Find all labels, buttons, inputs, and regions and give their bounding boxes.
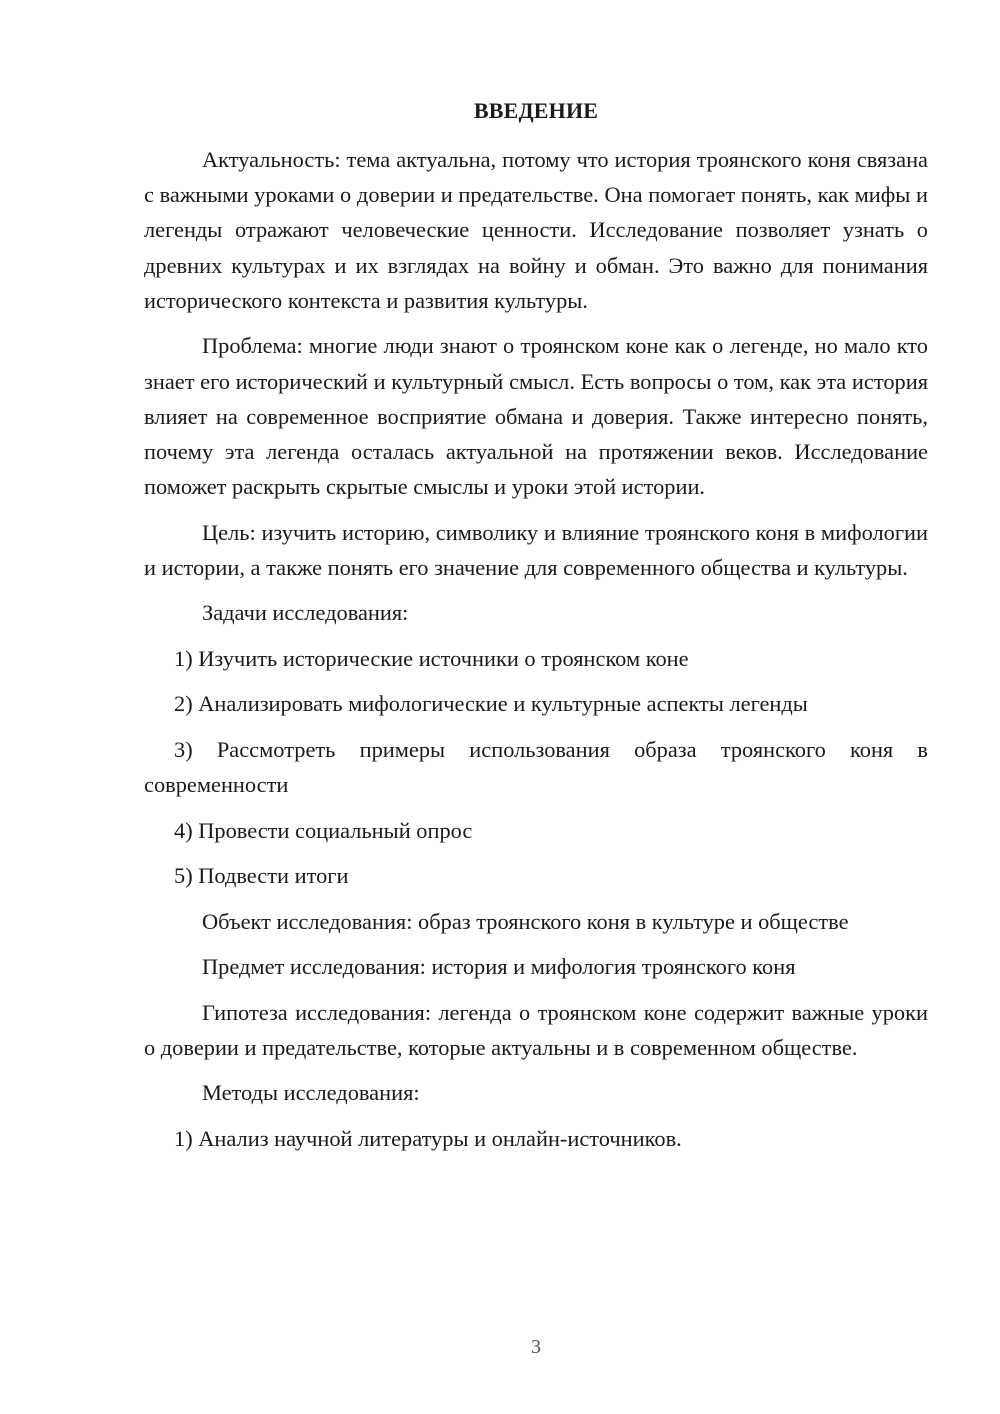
object-line: Объект исследования: образ троянского коня в культуре и обществе — [202, 908, 849, 934]
task-item: 2) Анализировать мифологические и культурные аспекты легенды — [174, 691, 808, 717]
tasks-title: Задачи исследования: — [202, 600, 409, 626]
method-item: 1) Анализ научной литературы и онлайн-источников. — [174, 1125, 682, 1151]
document-body — [144, 142, 928, 1156]
task-item: 5) Подвести итоги — [174, 863, 349, 889]
subject-line: Предмет исследования: история и мифология троянского коня — [202, 954, 796, 980]
task-item: 3) Рассмотреть примеры использования образа троянского коня в современности — [144, 736, 928, 798]
section-heading: ВВЕДЕНИЕ — [473, 98, 599, 123]
methods-title: Методы исследования: — [202, 1080, 420, 1106]
goal-paragraph: Цель: изучить историю, символику и влияние троянского коня в мифологии и истории, а также понять его значение для современного общества и культуры. — [144, 519, 928, 580]
hypothesis-paragraph: Гипотеза исследования: легенда о троянском коне содержит важные уроки о доверии и предательстве, которые актуальны и в современном обществе. — [144, 999, 928, 1060]
problem-paragraph: Проблема: многие люди знают о троянском коне как о легенде, но мало кто знает его исторический и культурный смысл. Есть вопросы о том, как эта история влияет на современное восприятие обмана и доверия. Также интересно понять, почему эта легенда осталась актуальной на протяжении веков. Исследование поможет раскрыть скрытые смыслы и уроки этой истории. — [144, 333, 928, 500]
relevance-paragraph: Актуальность: тема актуальна, потому что история троянского коня связана с важными уроками о доверии и предательстве. Она помогает понять, как мифы и легенды отражают человеческие ценности. Исследование позволяет узнать о древних культурах и их взглядах на войну и обман. Это важно для понимания исторического контекста и развития культуры. — [144, 147, 928, 313]
page-number: 3 — [531, 1336, 541, 1358]
task-item: 4) Провести социальный опрос — [174, 817, 473, 843]
task-item: 1) Изучить исторические источники о троянском коне — [174, 645, 689, 671]
